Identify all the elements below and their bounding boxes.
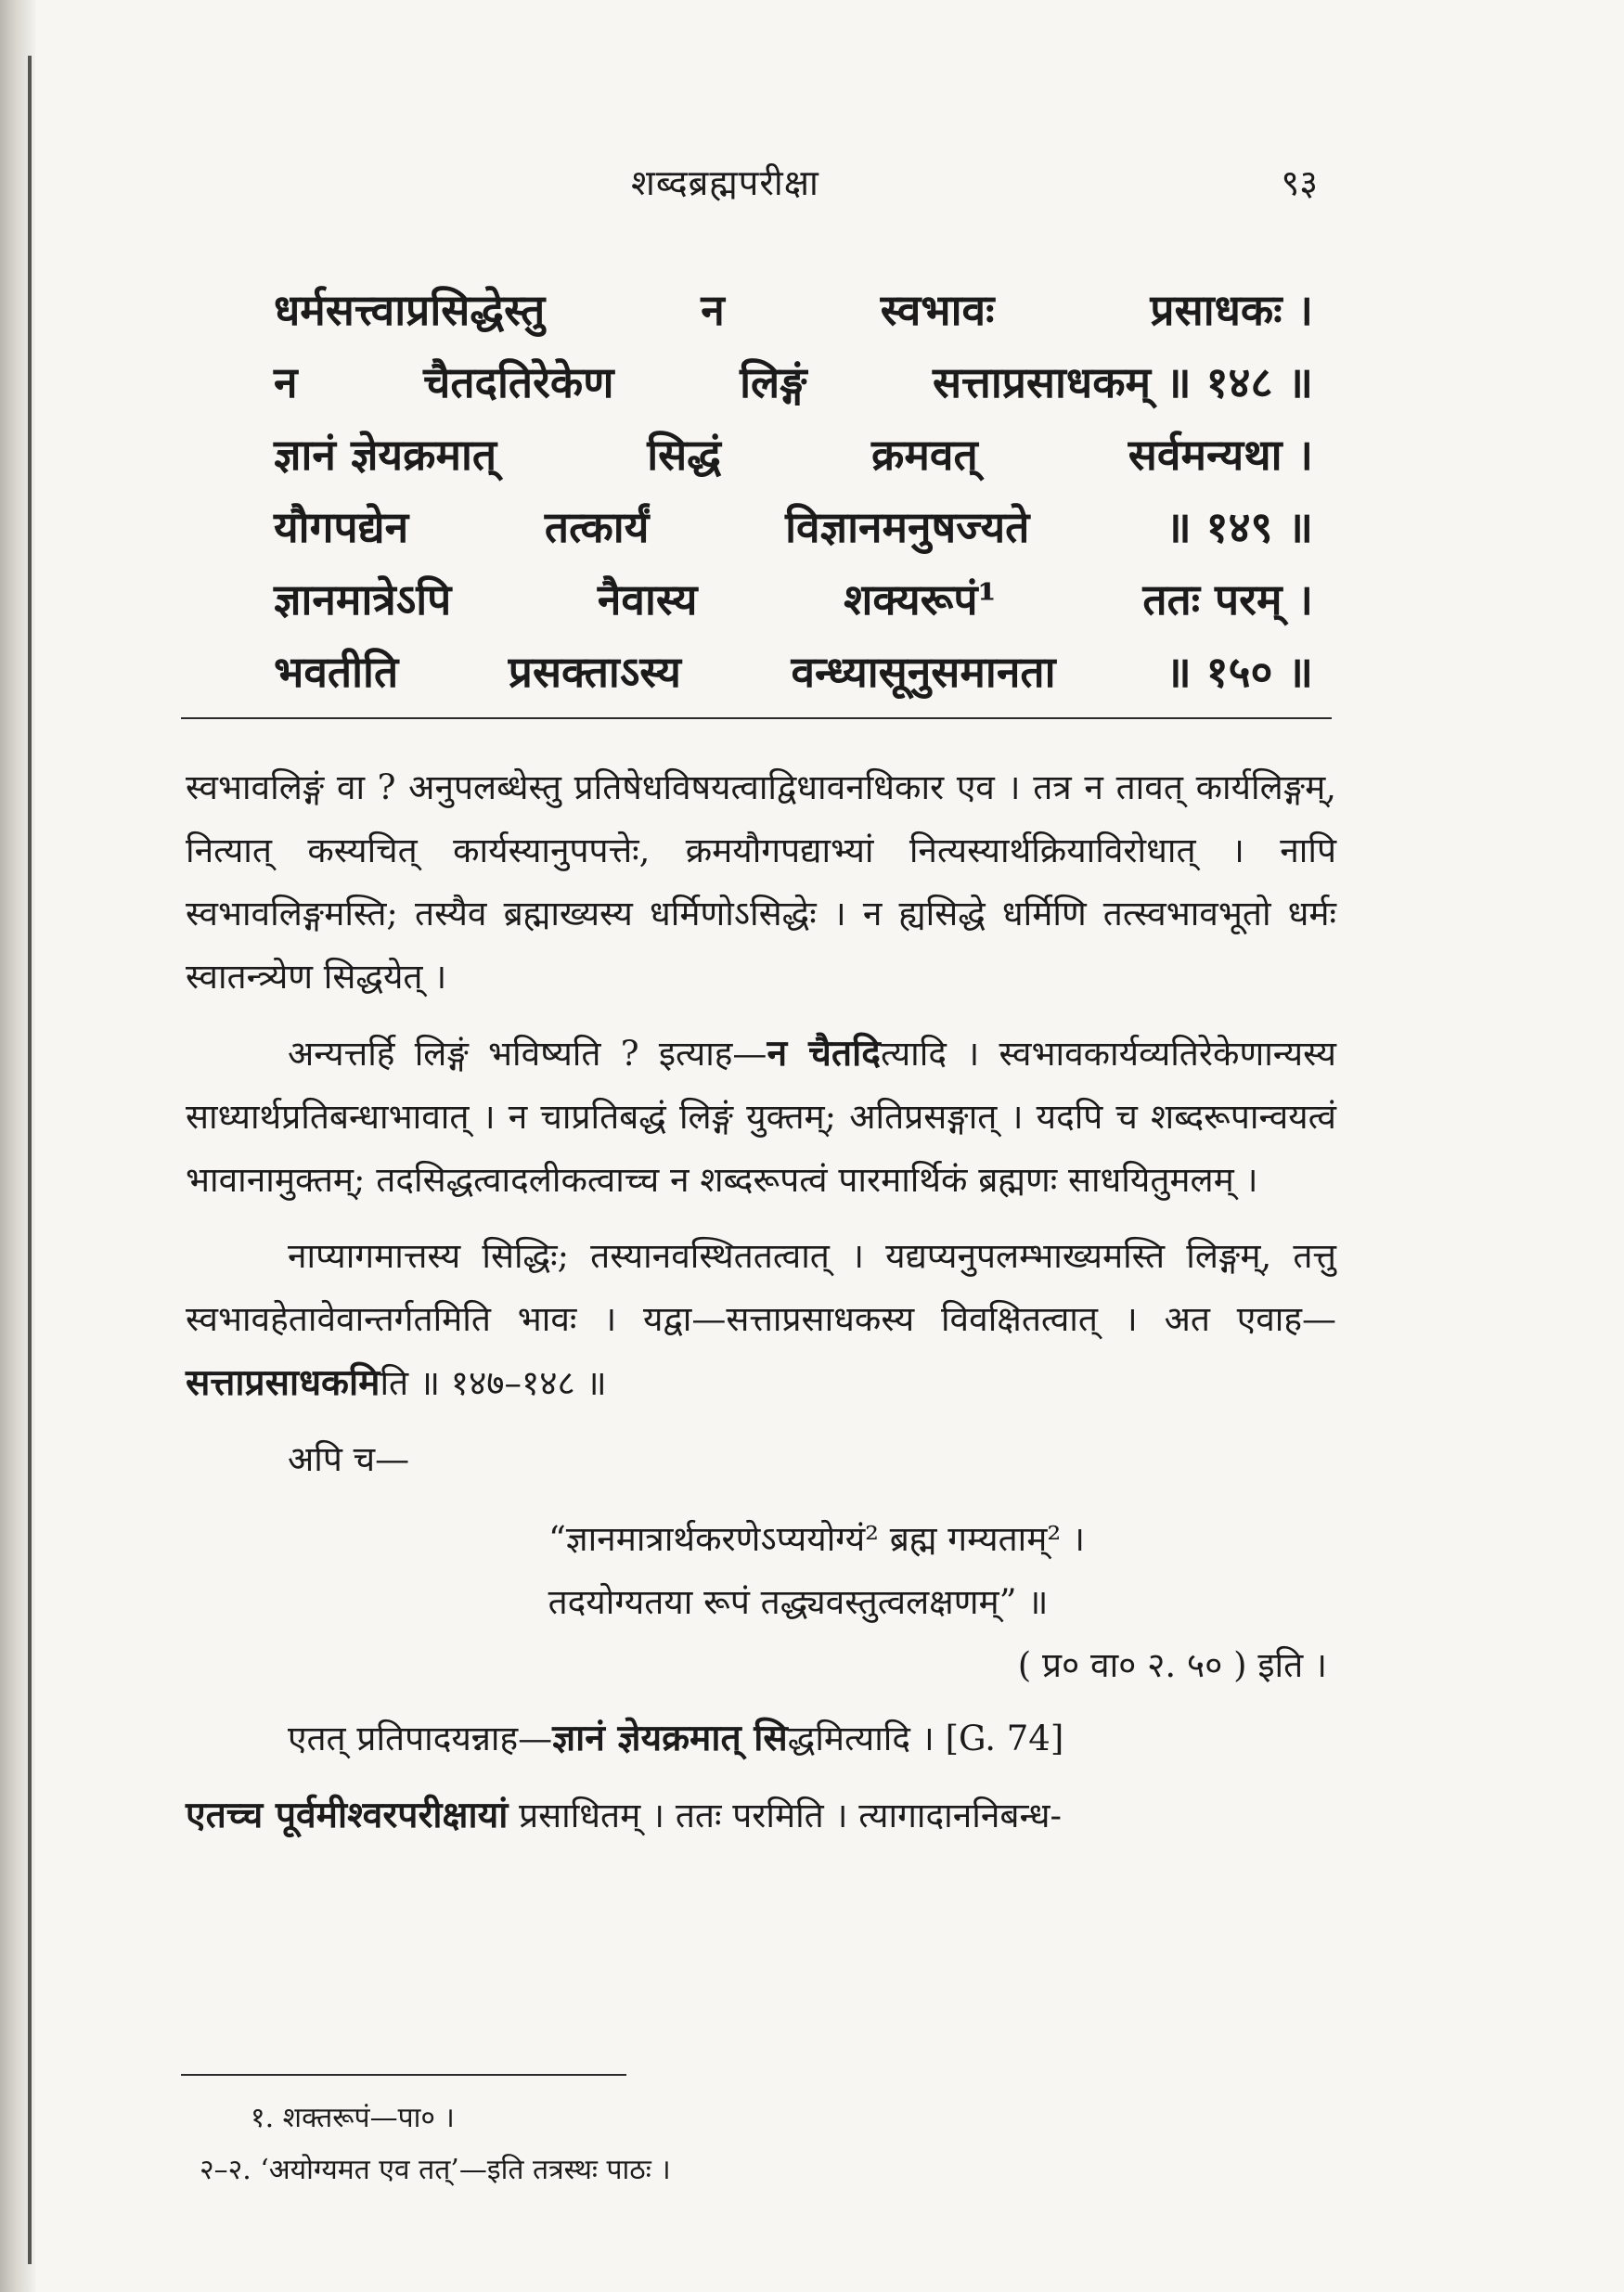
paragraph-text: त्यादि । स्वभावकार्यव्यतिरेकेणान्यस्य साध्यार्थप्रतिबन्धाभावात् । न चाप्रतिबद्धं लिङ्गं युक्तम्; अतिप्रसङ्गात् । यदपि च शब्दरूपान्वयत्वं भावानामुक्तम्; तदसिद्धत्वादलीकत्वाच्च न शब्दरूपत्वं पारमार्थिकं ब्रह्मणः साधयितुमलम् । [186,1034,1336,1200]
verse-word: शक्यरूपं¹ [844,574,997,625]
commentary-paragraph [186,1783,1336,1848]
footnote: १. शक्तरूपं—पा० । [251,2102,455,2134]
footnote-divider [181,2074,626,2076]
verse-word: ॥ १४९ ॥ [1166,502,1313,552]
verse-line [274,563,1313,636]
verse-word: विज्ञानमनुषज्यते [785,502,1030,552]
verse-word: यौगपद्येन [274,502,409,552]
verse-word: सिद्धं [647,430,721,480]
source-citation: ( प्र० वा० २. ५० ) इति । [1017,1645,1327,1685]
quoted-verse-line: “ज्ञानमात्रार्थकरणेऽप्ययोग्यं² ब्रह्म गम्यताम्² । [548,1519,1086,1559]
verse-commentary-divider [181,717,1332,719]
commentary-paragraph [186,1706,1336,1771]
verse-line [274,491,1313,563]
paragraph-text: ति ॥ १४७–१४८ ॥ [380,1363,607,1403]
verse-word: सत्ताप्रसाधकम् ॥ १४८ ॥ [932,357,1313,407]
verse-word: ज्ञानमात्रेऽपि [274,574,452,625]
verse-word: वन्ध्यासूनुसमानता [791,647,1056,697]
verse-word: क्रमवत् [871,430,978,480]
page-binding-edge [28,56,32,2264]
verse-word: नैवास्य [597,574,698,625]
verse-word: ज्ञानं ज्ञेयक्रमात् [274,430,497,480]
verse-word: धर्मसत्त्वाप्रसिद्धेस्तु [274,285,546,335]
verse-quote-lemma: एतच्च पूर्वमीश्वरपरीक्षायां [186,1794,509,1836]
verse-word: चैतदतिरेकेण [423,357,614,407]
footnotes [200,2092,1035,2196]
commentary-paragraph: स्वभावलिङ्गं वा ? अनुपलब्धेस्तु प्रतिषेधविषयत्वाद्विधावनधिकार एव । तत्र न तावत् कार्यलिङ्गम्, नित्यात् कस्यचित् कार्यस्यानुपपत्तेः, क्रमयौगपद्याभ्यां नित्यस्यार्थक्रियाविरोधात् । नापि स्वभावलिङ्गमस्ति; तस्यैव ब्रह्माख्यस्य धर्मिणोऽसिद्धेः । न ह्यसिद्धे धर्मिणि तत्स्वभावभूतो धर्मः स्वातन्त्र्येण सिद्धयेत् । [186,767,1336,997]
paragraph-text: प्रसाधितम् । ततः परमिति । त्यागादाननिबन्ध- [508,1796,1063,1835]
verse-word: स्वभावः [880,285,995,335]
running-title: शब्दब्रह्मपरीक्षा [631,162,819,203]
verse-word: ॥ १५० ॥ [1166,647,1313,697]
verse-quote-lemma: न चैतदि [767,1032,881,1075]
page-header [0,158,1624,213]
quoted-verse-line: तदयोग्यतया रूपं तद्ध्यवस्तुत्वलक्षणम्” ॥ [548,1582,1049,1622]
verse-line [274,274,1313,346]
verse-line [274,636,1313,708]
commentary-paragraph [186,1225,1336,1415]
footnote: २–२. ‘अयोग्यमत एव तत्’—इति तत्रस्थः पाठः । [200,2154,671,2186]
verse-word: सर्वमन्यथा । [1128,430,1313,480]
verse-word: प्रसक्ताऽस्य [508,647,681,697]
quoted-verse [186,1508,1336,1697]
verse-block [274,274,1313,708]
commentary-text [186,756,1336,1861]
verse-word: भवतीति [274,647,399,697]
verse-line [274,418,1313,491]
verse-word: लिङ्गं [740,357,807,407]
verse-word: न [274,357,298,407]
verse-word: प्रसाधकः । [1150,285,1313,335]
commentary-paragraph: अपि च— [288,1439,410,1479]
verse-word: ततः परम् । [1142,574,1313,625]
verse-quote-lemma: ज्ञानं ज्ञेयक्रमात् सि [552,1717,788,1759]
paragraph-text: नाप्यागमात्तस्य सिद्धिः; तस्यानवस्थिततत्वात् । यद्यप्यनुपलम्भाख्यमस्ति लिङ्गम्, तत्तु स्वभावहेतावेवान्तर्गतमिति भावः । यद्वा—सत्ताप्रसाधकस्य विवक्षितत्वात् । अत एवाह— [186,1236,1336,1339]
paragraph-text: द्धमित्यादि । [G. 74] [787,1719,1064,1758]
paragraph-text: एतत् प्रतिपादयन्नाह— [288,1719,553,1758]
page-number: ९३ [1281,162,1318,203]
verse-word: न [701,285,725,335]
verse-quote-lemma: सत्ताप्रसाधकमि [186,1361,380,1404]
verse-line [274,346,1313,418]
commentary-paragraph [186,1022,1336,1212]
verse-word: तत्कार्यं [544,502,650,552]
paragraph-text: अन्यत्तर्हि लिङ्गं भविष्यति ? इत्याह— [288,1034,767,1074]
